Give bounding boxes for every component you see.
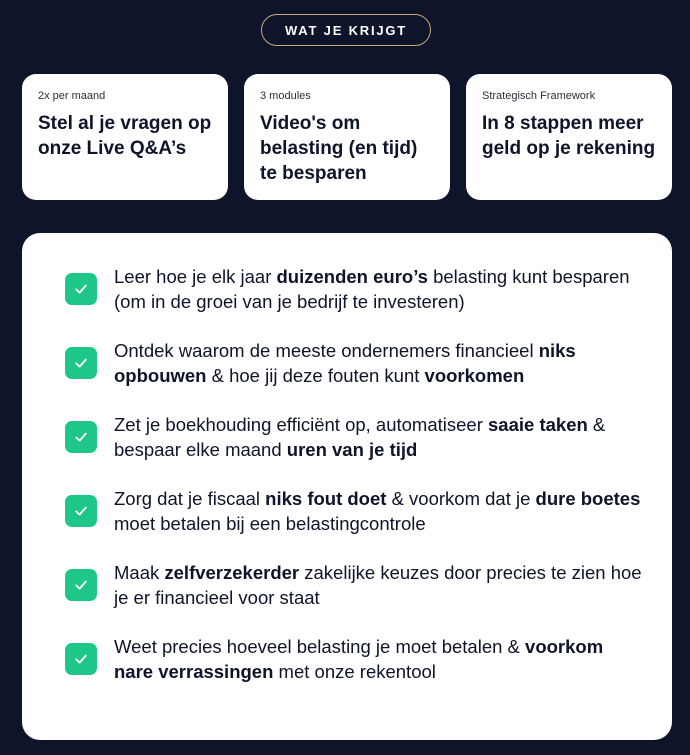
benefit-item — [65, 560, 642, 610]
benefit-highlight: uren van je tijd — [286, 439, 418, 460]
benefit-list — [65, 264, 642, 684]
benefit-text-part: & voorkom dat je — [386, 488, 536, 509]
section-badge: WAT JE KRIJGT — [261, 14, 431, 46]
benefit-text-part: Zorg dat je fiscaal — [114, 488, 266, 509]
feature-card-framework — [466, 74, 672, 200]
benefit-highlight: voorkom nare verrassingen — [114, 636, 604, 682]
benefit-text-part: met onze rekentool — [273, 661, 436, 682]
benefit-item — [65, 486, 642, 536]
check-icon — [65, 569, 97, 601]
check-icon — [65, 643, 97, 675]
benefit-text — [114, 486, 642, 536]
benefit-text-part: Maak — [114, 562, 165, 583]
check-icon — [65, 495, 97, 527]
benefit-highlight: dure boetes — [535, 488, 641, 509]
benefit-highlight: niks opbouwen — [114, 340, 576, 386]
card-title: Video's om belasting (en tijd) te besparen — [260, 113, 418, 184]
benefits-panel — [22, 233, 672, 740]
card-title: In 8 stappen meer geld op je rekening — [482, 113, 656, 159]
benefit-text-part: Weet precies hoeveel belasting je moet betalen & — [114, 636, 526, 657]
check-icon — [65, 347, 97, 379]
benefit-text — [114, 264, 642, 314]
benefit-text — [114, 338, 642, 388]
benefit-text — [114, 634, 642, 684]
card-title: Stel al je vragen op onze Live Q&A’s — [38, 113, 212, 159]
benefit-text — [114, 412, 642, 462]
feature-card-modules — [244, 74, 450, 200]
card-caption: Strategisch Framework — [482, 90, 596, 102]
benefit-text-part: moet betalen bij een belastingcontrole — [114, 513, 426, 534]
check-icon — [65, 273, 97, 305]
benefit-text — [114, 560, 642, 610]
feature-cards — [22, 74, 672, 200]
benefit-item — [65, 264, 642, 314]
benefit-text-part: Leer hoe je elk jaar — [114, 266, 277, 287]
card-caption: 2x per maand — [38, 90, 106, 102]
benefit-text-part: Zet je boekhouding efficiënt op, automatiseer — [114, 414, 489, 435]
benefit-text-part: zakelijke keuzes door precies te zien hoe je er financieel voor staat — [114, 562, 642, 608]
benefit-item — [65, 412, 642, 462]
benefit-text-part: & hoe jij deze fouten kunt — [206, 365, 425, 386]
feature-card-live-qa — [22, 74, 228, 200]
check-icon — [65, 421, 97, 453]
benefit-item — [65, 338, 642, 388]
benefit-highlight: voorkomen — [424, 365, 525, 386]
benefit-highlight: duizenden euro’s — [276, 266, 428, 287]
benefit-highlight: zelfverzekerder — [164, 562, 300, 583]
benefit-item — [65, 634, 642, 684]
card-caption: 3 modules — [260, 90, 311, 102]
benefit-text-part: & bespaar elke maand — [114, 414, 606, 460]
benefit-text-part: Ontdek waarom de meeste ondernemers financieel — [114, 340, 539, 361]
benefit-highlight: saaie taken — [488, 414, 588, 435]
benefit-highlight: niks fout doet — [265, 488, 387, 509]
benefit-text-part: belasting kunt besparen (om in de groei van je bedrijf te investeren) — [114, 266, 630, 312]
